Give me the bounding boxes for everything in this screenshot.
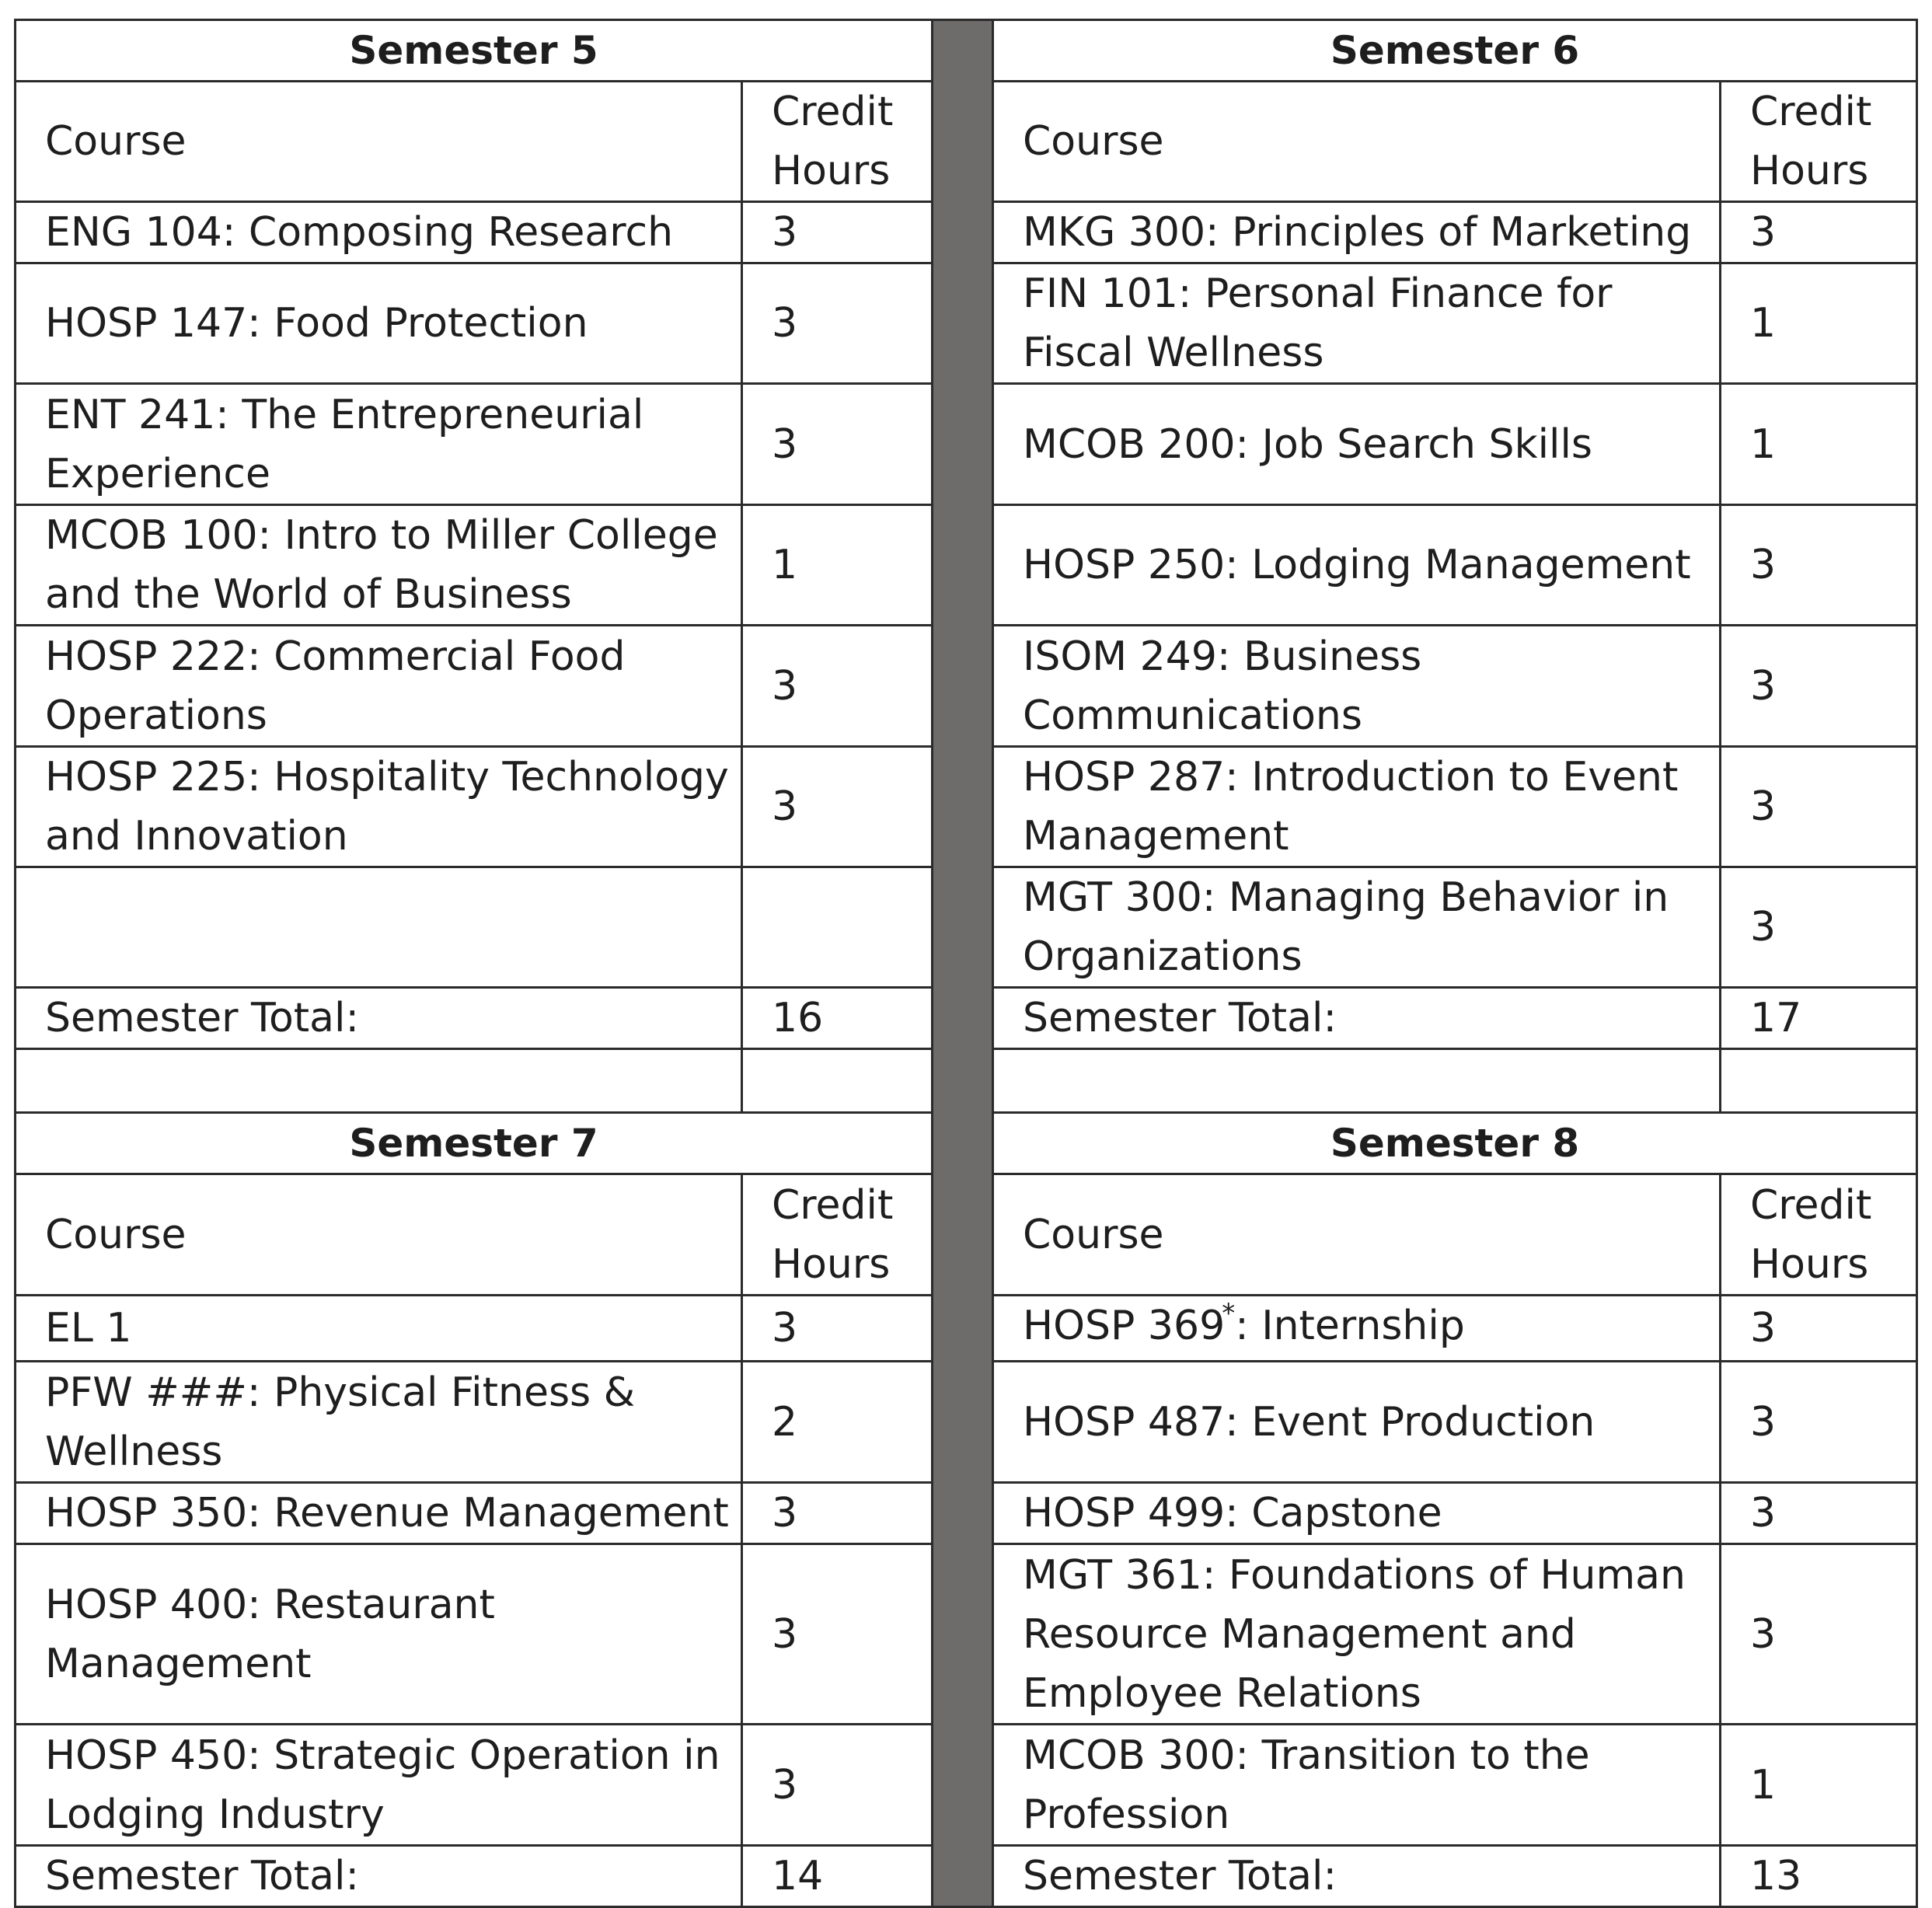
credit-cell: 3	[1721, 1296, 1917, 1362]
course-cell: MCOB 100: Intro to Miller College and the World of Business	[16, 505, 742, 626]
course-header: Course	[993, 82, 1721, 202]
credit-cell: 3	[1721, 626, 1917, 747]
course-cell: FIN 101: Personal Finance for Fiscal Wellness	[993, 263, 1721, 384]
credit-hours-header: Credit Hours	[742, 1174, 933, 1296]
credit-hours-header: Credit Hours	[742, 82, 933, 202]
semester-total-value: 16	[742, 988, 933, 1049]
credit-cell: 1	[742, 505, 933, 626]
course-cell: HOSP 499: Capstone	[993, 1483, 1721, 1544]
course-cell: ENG 104: Composing Research	[16, 202, 742, 263]
semester-total-label: Semester Total:	[16, 988, 742, 1049]
semester-total-label: Semester Total:	[993, 988, 1721, 1049]
credit-cell: 2	[742, 1362, 933, 1483]
course-cell: HOSP 225: Hospitality Technology and Innovation	[16, 747, 742, 867]
credit-hours-header: Credit Hours	[1721, 1174, 1917, 1296]
credit-cell-empty	[742, 867, 933, 988]
course-header: Course	[993, 1174, 1721, 1296]
course-cell: MCOB 200: Job Search Skills	[993, 384, 1721, 505]
semester-total-value: 14	[742, 1846, 933, 1907]
credit-cell: 3	[742, 1725, 933, 1846]
credit-hours-header: Credit Hours	[1721, 82, 1917, 202]
course-cell: ISOM 249: Business Communications	[993, 626, 1721, 747]
course-cell: HOSP 450: Strategic Operation in Lodging Industry	[16, 1725, 742, 1846]
course-cell: HOSP 222: Commercial Food Operations	[16, 626, 742, 747]
credit-cell: 3	[742, 1483, 933, 1544]
semester-total-label: Semester Total:	[993, 1846, 1721, 1907]
credit-cell: 3	[1721, 1544, 1917, 1725]
course-cell: MGT 300: Managing Behavior in Organizations	[993, 867, 1721, 988]
course-cell: HOSP 487: Event Production	[993, 1362, 1721, 1483]
course-cell: HOSP 350: Revenue Management	[16, 1483, 742, 1544]
credit-cell: 3	[742, 747, 933, 867]
semester-7-title: Semester 7	[16, 1113, 933, 1174]
course-cell: HOSP 250: Lodging Management	[993, 505, 1721, 626]
course-cell: MCOB 300: Transition to the Profession	[993, 1725, 1721, 1846]
credit-cell: 1	[1721, 384, 1917, 505]
footnote-marker: *	[1222, 1298, 1236, 1329]
credit-cell: 3	[1721, 202, 1917, 263]
semester-total-label: Semester Total:	[16, 1846, 742, 1907]
course-cell: PFW ###: Physical Fitness & Wellness	[16, 1362, 742, 1483]
course-cell	[993, 1296, 1721, 1362]
course-code: HOSP 369	[1023, 1303, 1226, 1349]
course-title: : Internship	[1235, 1303, 1465, 1349]
credit-cell: 1	[1721, 1725, 1917, 1846]
credit-cell: 3	[1721, 867, 1917, 988]
credit-cell: 1	[1721, 263, 1917, 384]
degree-plan-table	[14, 19, 1918, 1908]
course-cell-empty	[16, 867, 742, 988]
course-cell: HOSP 400: Restaurant Management	[16, 1544, 742, 1725]
credit-cell: 3	[742, 1296, 933, 1362]
spacer-cell	[993, 1049, 1721, 1113]
column-divider	[933, 20, 993, 1907]
semester-8-title: Semester 8	[993, 1113, 1917, 1174]
credit-cell: 3	[1721, 1362, 1917, 1483]
credit-cell: 3	[1721, 505, 1917, 626]
course-cell: HOSP 147: Food Protection	[16, 263, 742, 384]
course-cell: MKG 300: Principles of Marketing	[993, 202, 1721, 263]
credit-cell: 3	[742, 202, 933, 263]
credit-cell: 3	[1721, 1483, 1917, 1544]
spacer-cell	[16, 1049, 742, 1113]
spacer-cell	[1721, 1049, 1917, 1113]
semester-5-title: Semester 5	[16, 20, 933, 82]
course-header: Course	[16, 82, 742, 202]
semester-6-title: Semester 6	[993, 20, 1917, 82]
credit-cell: 3	[742, 626, 933, 747]
spacer-cell	[742, 1049, 933, 1113]
course-header: Course	[16, 1174, 742, 1296]
course-cell: MGT 361: Foundations of Human Resource Management and Employee Relations	[993, 1544, 1721, 1725]
credit-cell: 3	[742, 1544, 933, 1725]
credit-cell: 3	[1721, 747, 1917, 867]
credit-cell: 3	[742, 384, 933, 505]
course-cell: EL 1	[16, 1296, 742, 1362]
semester-total-value: 17	[1721, 988, 1917, 1049]
course-cell: HOSP 287: Introduction to Event Management	[993, 747, 1721, 867]
semester-total-value: 13	[1721, 1846, 1917, 1907]
credit-cell: 3	[742, 263, 933, 384]
course-cell: ENT 241: The Entrepreneurial Experience	[16, 384, 742, 505]
